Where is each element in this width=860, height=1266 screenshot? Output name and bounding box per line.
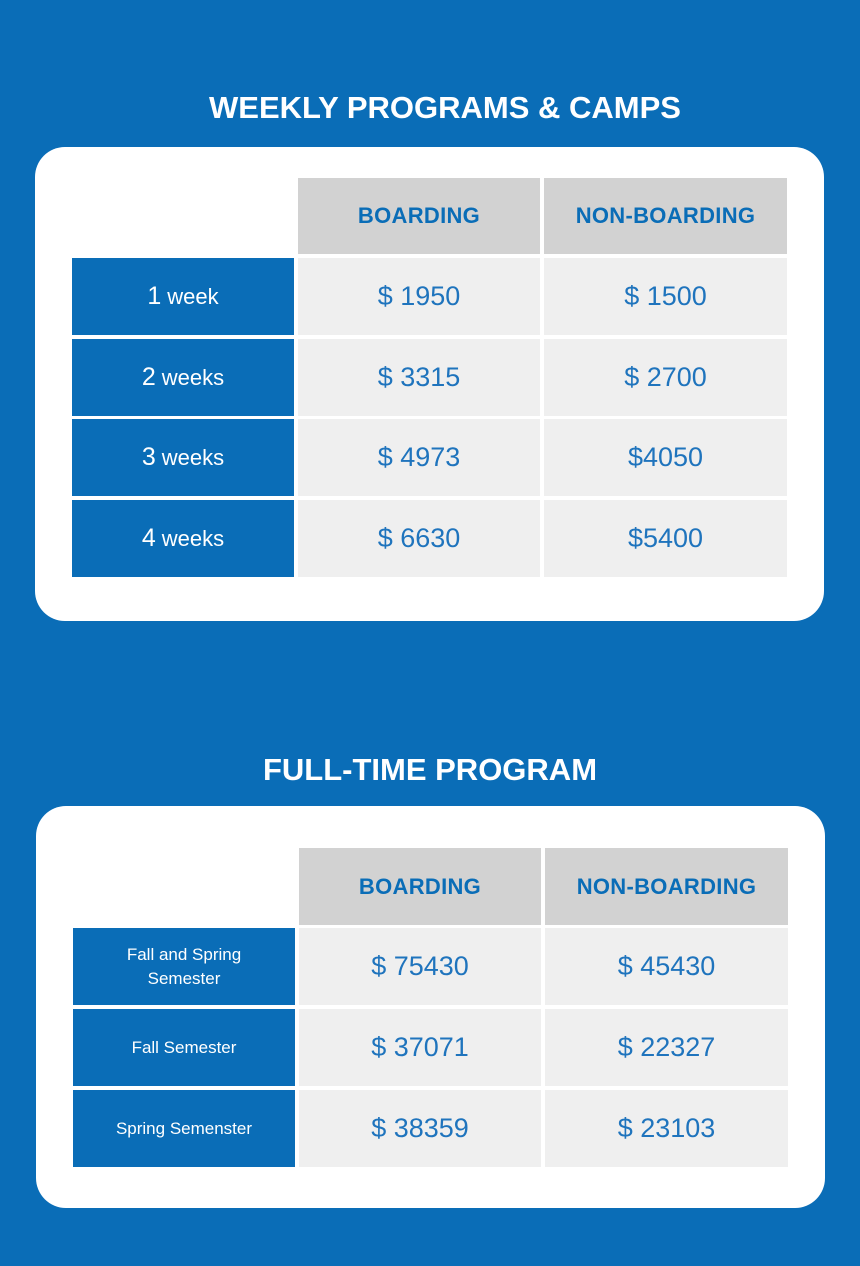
weekly-row-label xyxy=(72,339,294,416)
weekly-boarding-price: $ 4973 xyxy=(298,419,540,496)
weekly-row-number: 4 xyxy=(141,524,156,552)
weekly-header-boarding: BOARDING xyxy=(298,178,540,254)
weekly-programs-title: WEEKLY PROGRAMS & CAMPS xyxy=(209,90,681,125)
full-time-header-boarding: BOARDING xyxy=(299,848,541,925)
full-time-row-label: Spring Semenster xyxy=(73,1090,295,1167)
full-time-header-non-boarding: NON-BOARDING xyxy=(545,848,788,925)
weekly-row-number: 1 xyxy=(147,282,162,310)
weekly-row-unit: week xyxy=(167,283,219,309)
weekly-row-label xyxy=(72,419,294,496)
full-time-program-title: FULL-TIME PROGRAM xyxy=(262,752,598,787)
full-time-boarding-price: $ 38359 xyxy=(299,1090,541,1167)
weekly-non-boarding-price: $4050 xyxy=(544,419,787,496)
weekly-boarding-price: $ 1950 xyxy=(298,258,540,335)
weekly-row-unit: weeks xyxy=(161,525,225,551)
weekly-pricing-card xyxy=(35,147,824,621)
weekly-boarding-price: $ 6630 xyxy=(298,500,540,577)
weekly-boarding-price: $ 3315 xyxy=(298,339,540,416)
weekly-row-number: 2 xyxy=(141,363,156,391)
weekly-non-boarding-price: $ 1500 xyxy=(544,258,787,335)
weekly-non-boarding-price: $5400 xyxy=(544,500,787,577)
full-time-row-label: Fall Semester xyxy=(73,1009,295,1086)
weekly-header-non-boarding: NON-BOARDING xyxy=(544,178,787,254)
full-time-boarding-price: $ 75430 xyxy=(299,928,541,1005)
weekly-row-label xyxy=(72,258,294,335)
weekly-row-number: 3 xyxy=(141,443,156,471)
weekly-non-boarding-price: $ 2700 xyxy=(544,339,787,416)
full-time-boarding-price: $ 37071 xyxy=(299,1009,541,1086)
full-time-non-boarding-price: $ 23103 xyxy=(545,1090,788,1167)
full-time-row-label: Fall and Spring Semester xyxy=(73,928,295,1005)
weekly-row-unit: weeks xyxy=(161,444,225,470)
full-time-pricing-card xyxy=(36,806,825,1208)
full-time-non-boarding-price: $ 22327 xyxy=(545,1009,788,1086)
full-time-non-boarding-price: $ 45430 xyxy=(545,928,788,1005)
weekly-row-unit: weeks xyxy=(161,364,225,390)
weekly-row-label xyxy=(72,500,294,577)
